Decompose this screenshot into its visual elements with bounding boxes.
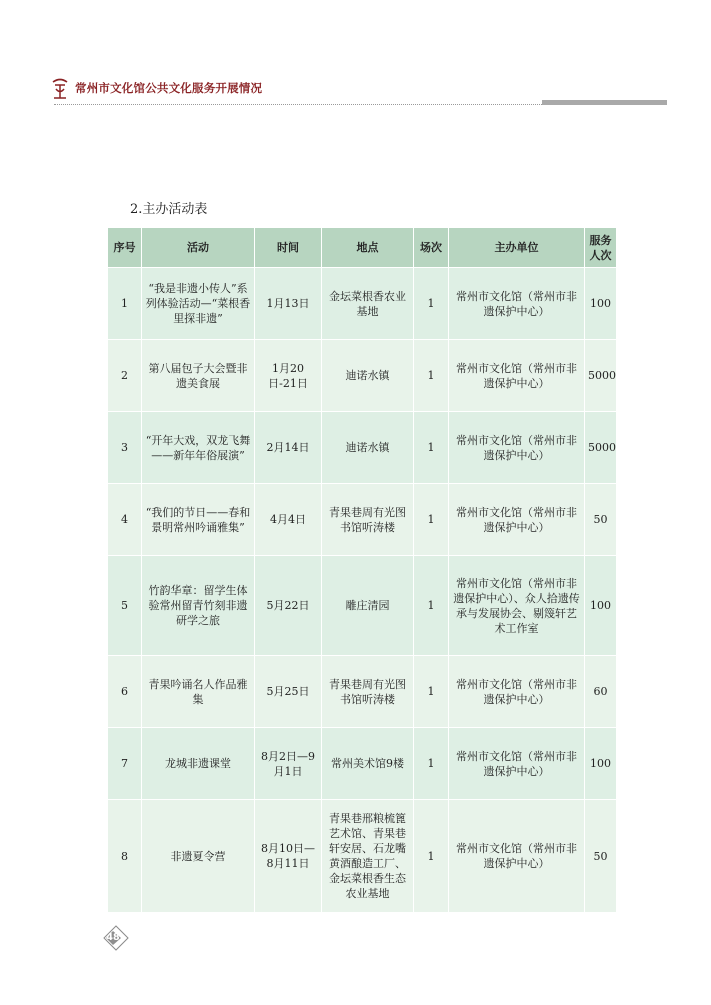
cell-time: 1月13日 bbox=[255, 268, 322, 340]
cell-visitors: 60 bbox=[585, 656, 617, 728]
cell-place: 青果巷邢粮梳篦艺术馆、青果巷轩安居、石龙嘴黄酒酿造工厂、金坛菜根香生态农业基地 bbox=[322, 800, 414, 913]
cell-time: 1月20日-21日 bbox=[255, 340, 322, 412]
cell-sessions: 1 bbox=[414, 268, 449, 340]
seal-icon bbox=[50, 78, 70, 100]
cell-activity: 竹韵华章：留学生体验常州留青竹刻非遗研学之旅 bbox=[142, 556, 255, 656]
page-number: 48 bbox=[106, 932, 120, 943]
header-bar bbox=[542, 100, 667, 105]
col-header-visitors: 服务人次 bbox=[585, 228, 617, 268]
col-header-time: 时间 bbox=[255, 228, 322, 268]
table-row bbox=[108, 728, 617, 800]
cell-activity: “开年大戏，双龙飞舞——新年年俗展演” bbox=[142, 412, 255, 484]
cell-sessions: 1 bbox=[414, 656, 449, 728]
cell-activity: 非遗夏令营 bbox=[142, 800, 255, 913]
table-row bbox=[108, 340, 617, 412]
cell-no: 1 bbox=[108, 268, 142, 340]
cell-visitors: 50 bbox=[585, 484, 617, 556]
cell-organizer: 常州市文化馆（常州市非遗保护中心） bbox=[449, 484, 585, 556]
header-title: 常州市文化馆公共文化服务开展情况 bbox=[75, 81, 263, 95]
cell-visitors: 100 bbox=[585, 556, 617, 656]
table-row bbox=[108, 656, 617, 728]
col-header-sessions: 场次 bbox=[414, 228, 449, 268]
cell-time: 2月14日 bbox=[255, 412, 322, 484]
cell-place: 迪诺水镇 bbox=[322, 340, 414, 412]
cell-activity: 龙城非遗课堂 bbox=[142, 728, 255, 800]
cell-organizer: 常州市文化馆（常州市非遗保护中心） bbox=[449, 268, 585, 340]
cell-place: 青果巷周有光图书馆听涛楼 bbox=[322, 656, 414, 728]
cell-no: 5 bbox=[108, 556, 142, 656]
cell-visitors: 50 bbox=[585, 800, 617, 913]
cell-time: 4月4日 bbox=[255, 484, 322, 556]
cell-activity: “我们的节日——春和景明常州吟诵雅集” bbox=[142, 484, 255, 556]
cell-visitors: 100 bbox=[585, 268, 617, 340]
running-header bbox=[50, 76, 620, 112]
cell-no: 7 bbox=[108, 728, 142, 800]
cell-activity: “我是非遗小传人”系列体验活动—“菜根香里探非遗” bbox=[142, 268, 255, 340]
cell-no: 6 bbox=[108, 656, 142, 728]
cell-time: 5月22日 bbox=[255, 556, 322, 656]
table-row bbox=[108, 268, 617, 340]
section-title: 2.主办活动表 bbox=[130, 202, 208, 217]
cell-organizer: 常州市文化馆（常州市非遗保护中心） bbox=[449, 412, 585, 484]
cell-time: 5月25日 bbox=[255, 656, 322, 728]
cell-sessions: 1 bbox=[414, 556, 449, 656]
cell-visitors: 100 bbox=[585, 728, 617, 800]
cell-place: 迪诺水镇 bbox=[322, 412, 414, 484]
cell-sessions: 1 bbox=[414, 412, 449, 484]
cell-organizer: 常州市文化馆（常州市非遗保护中心） bbox=[449, 340, 585, 412]
col-header-organizer: 主办单位 bbox=[449, 228, 585, 268]
cell-no: 8 bbox=[108, 800, 142, 913]
col-header-place: 地点 bbox=[322, 228, 414, 268]
col-header-activity: 活动 bbox=[142, 228, 255, 268]
cell-organizer: 常州市文化馆（常州市非遗保护中心） bbox=[449, 728, 585, 800]
cell-activity: 青果吟诵名人作品雅集 bbox=[142, 656, 255, 728]
cell-sessions: 1 bbox=[414, 340, 449, 412]
cell-organizer: 常州市文化馆（常州市非遗保护中心）、众人拾遗传承与发展协会、剔篾轩艺术工作室 bbox=[449, 556, 585, 656]
cell-no: 2 bbox=[108, 340, 142, 412]
cell-place: 雕庄清园 bbox=[322, 556, 414, 656]
header-divider bbox=[54, 104, 544, 105]
cell-place: 金坛菜根香农业基地 bbox=[322, 268, 414, 340]
cell-no: 3 bbox=[108, 412, 142, 484]
table-header-row bbox=[108, 228, 617, 268]
cell-time: 8月10日—8月11日 bbox=[255, 800, 322, 913]
cell-activity: 第八届包子大会暨非遗美食展 bbox=[142, 340, 255, 412]
cell-visitors: 5000 bbox=[585, 340, 617, 412]
cell-visitors: 5000 bbox=[585, 412, 617, 484]
col-header-no: 序号 bbox=[108, 228, 142, 268]
cell-no: 4 bbox=[108, 484, 142, 556]
cell-sessions: 1 bbox=[414, 800, 449, 913]
table-row bbox=[108, 556, 617, 656]
table-row bbox=[108, 412, 617, 484]
cell-sessions: 1 bbox=[414, 728, 449, 800]
cell-place: 青果巷周有光图书馆听涛楼 bbox=[322, 484, 414, 556]
cell-organizer: 常州市文化馆（常州市非遗保护中心） bbox=[449, 656, 585, 728]
cell-time: 8月2日—9月1日 bbox=[255, 728, 322, 800]
table-row bbox=[108, 484, 617, 556]
table-row bbox=[108, 800, 617, 913]
cell-sessions: 1 bbox=[414, 484, 449, 556]
cell-organizer: 常州市文化馆（常州市非遗保护中心） bbox=[449, 800, 585, 913]
activities-table bbox=[107, 227, 617, 913]
cell-place: 常州美术馆9楼 bbox=[322, 728, 414, 800]
